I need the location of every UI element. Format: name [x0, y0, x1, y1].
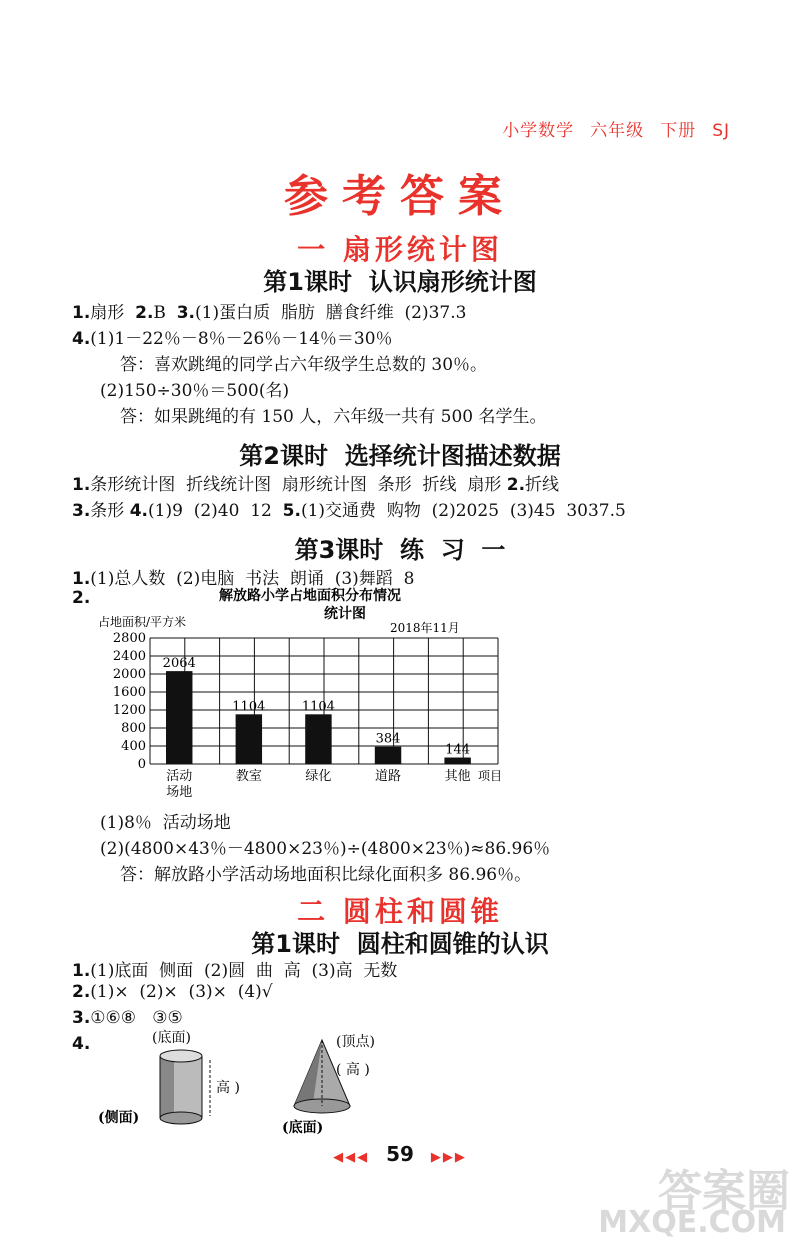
- chart-subtitle: 统计图: [324, 606, 366, 622]
- y-tick-label: 800: [121, 721, 146, 736]
- header-term: 下册: [660, 121, 697, 141]
- answer-line: [72, 982, 273, 1002]
- lesson-1-title: 第1课时 认识扇形统计图: [263, 268, 537, 296]
- question-number: 1.: [72, 569, 91, 589]
- answer-line: [72, 496, 626, 521]
- answer-line: (1)8％ 活动场地: [100, 813, 231, 833]
- y-axis-label: 占地面积/平方米: [98, 615, 187, 629]
- x-tick-label: 道路: [375, 769, 402, 784]
- answer-line: [72, 1008, 183, 1028]
- answer-text: 扇形: [90, 303, 136, 323]
- lesson-4-title: 第1课时 圆柱和圆锥的认识: [251, 930, 549, 958]
- answer-line: [72, 956, 397, 981]
- bar-value-label: 1104: [301, 699, 335, 715]
- answer-line: 答：如果跳绳的有 150 人，六年级一共有 500 名学生。: [120, 407, 547, 427]
- bar-chart: [90, 584, 530, 804]
- question-number: 1.: [72, 303, 91, 323]
- x-tick-label: 场地: [166, 785, 193, 800]
- left-arrows-icon: ◀◀◀: [333, 1150, 370, 1165]
- y-tick-label: 1200: [112, 703, 146, 718]
- cylinder-height-label: 高 ): [216, 1080, 240, 1096]
- answer-line: 答：解放路小学活动场地面积比绿化面积多 86.96％。: [120, 865, 532, 885]
- question-number: 3.: [72, 1008, 91, 1028]
- question-number: 2.: [72, 982, 91, 1002]
- answer-text: 折线: [525, 475, 560, 495]
- answer-line: 答：喜欢跳绳的同学占六年级学生总数的 30％。: [120, 355, 488, 375]
- answer-line: [72, 588, 90, 608]
- bar: [166, 671, 192, 764]
- x-tick-label: 其他: [444, 769, 471, 784]
- lesson-3-title: 第3课时 练 习 一: [294, 536, 506, 564]
- question-number: 3.: [72, 501, 91, 521]
- bar: [236, 714, 262, 764]
- bar: [444, 758, 470, 764]
- answer-text: ①⑥⑧ ③⑤: [90, 1008, 183, 1028]
- cylinder-shape: [160, 1050, 210, 1124]
- cone-height-label: ( 高 ): [336, 1062, 370, 1078]
- cone-apex-label: (顶点): [336, 1034, 375, 1050]
- cylinder-cone-figure: [90, 1026, 430, 1136]
- lesson-2-title: 第2课时 选择统计图描述数据: [239, 442, 561, 470]
- question-number: 2.: [72, 588, 91, 608]
- answer-text: (1)交通费 购物 (2)2025 (3)45 3037.5: [300, 501, 626, 521]
- answer-line: [72, 324, 393, 349]
- question-number: 5.: [282, 501, 301, 521]
- header-edition: SJ: [712, 121, 730, 141]
- page-title: 参考答案: [284, 171, 516, 222]
- bar: [375, 747, 401, 764]
- x-tick-label: 绿化: [305, 769, 332, 784]
- cone-base-label: (底面): [282, 1120, 324, 1136]
- question-number: 2.: [506, 475, 526, 495]
- header-subject: 小学数学: [502, 121, 575, 141]
- question-number: 4.: [72, 1034, 91, 1054]
- y-tick-label: 1600: [112, 685, 146, 700]
- y-tick-label: 2400: [112, 649, 146, 664]
- y-tick-label: 2000: [112, 667, 146, 682]
- answer-text: B: [153, 303, 177, 323]
- answer-text: (1)总人数 (2)电脑 书法 朗诵 (3)舞蹈 8: [90, 569, 415, 589]
- question-number: 3.: [176, 303, 196, 323]
- x-tick-label: 活动: [166, 769, 193, 784]
- y-tick-label: 0: [137, 757, 146, 772]
- watermark-logo: 答案圈: [658, 1166, 790, 1217]
- answer-text: (1)9 (2)40 12: [148, 501, 283, 521]
- answer-text: (1)底面 侧面 (2)圆 曲 高 (3)高 无数: [90, 961, 398, 981]
- y-tick-label: 2800: [112, 631, 146, 646]
- answer-line: (2)150÷30％＝500(名): [100, 381, 290, 401]
- y-tick-label: 400: [121, 739, 146, 754]
- answer-line: [72, 470, 559, 495]
- cylinder-top-label: (底面): [152, 1030, 191, 1046]
- bar-value-label: 384: [375, 731, 401, 747]
- question-number: 4.: [129, 501, 148, 521]
- answer-line: [72, 298, 466, 323]
- unit-2-title: 二 圆柱和圆锥: [297, 895, 503, 928]
- x-axis-label: 项目: [478, 769, 503, 783]
- question-number: 1.: [72, 961, 91, 981]
- answer-text: 条形统计图 折线统计图 扇形统计图 条形 折线 扇形: [90, 475, 507, 495]
- cylinder-side-label: (侧面): [98, 1110, 140, 1126]
- bar-value-label: 144: [445, 742, 471, 758]
- unit-1-title: 一 扇形统计图: [297, 233, 503, 266]
- bar: [305, 714, 331, 764]
- page-number: 59: [386, 1142, 414, 1166]
- question-number: 4.: [72, 329, 91, 349]
- answer-line: (2)(4800×43％－4800×23％)÷(4800×23％)≈86.96％: [100, 839, 551, 859]
- answer-text: (1)蛋白质 脂肪 膳食纤维 (2)37.3: [195, 303, 467, 323]
- header-grade: 六年级: [590, 121, 645, 141]
- right-arrows-icon: ▶▶▶: [430, 1150, 467, 1165]
- book-header: [486, 116, 730, 141]
- answer-text: (1)1－22％－8％－26％－14％＝30％: [90, 329, 393, 349]
- bar-value-label: 2064: [162, 656, 196, 672]
- answer-text: (1)× (2)× (3)× (4)√: [90, 982, 273, 1002]
- chart-title: 解放路小学占地面积分布情况: [219, 588, 401, 604]
- watermark-url: MXQE.COM: [598, 1205, 786, 1240]
- question-number: 1.: [72, 475, 91, 495]
- answer-text: 条形: [90, 501, 130, 521]
- bar-value-label: 1104: [232, 699, 266, 715]
- question-number: 2.: [135, 303, 154, 323]
- chart-date: 2018年11月: [390, 621, 460, 635]
- answer-line: [72, 1034, 90, 1054]
- x-tick-label: 教室: [235, 769, 262, 784]
